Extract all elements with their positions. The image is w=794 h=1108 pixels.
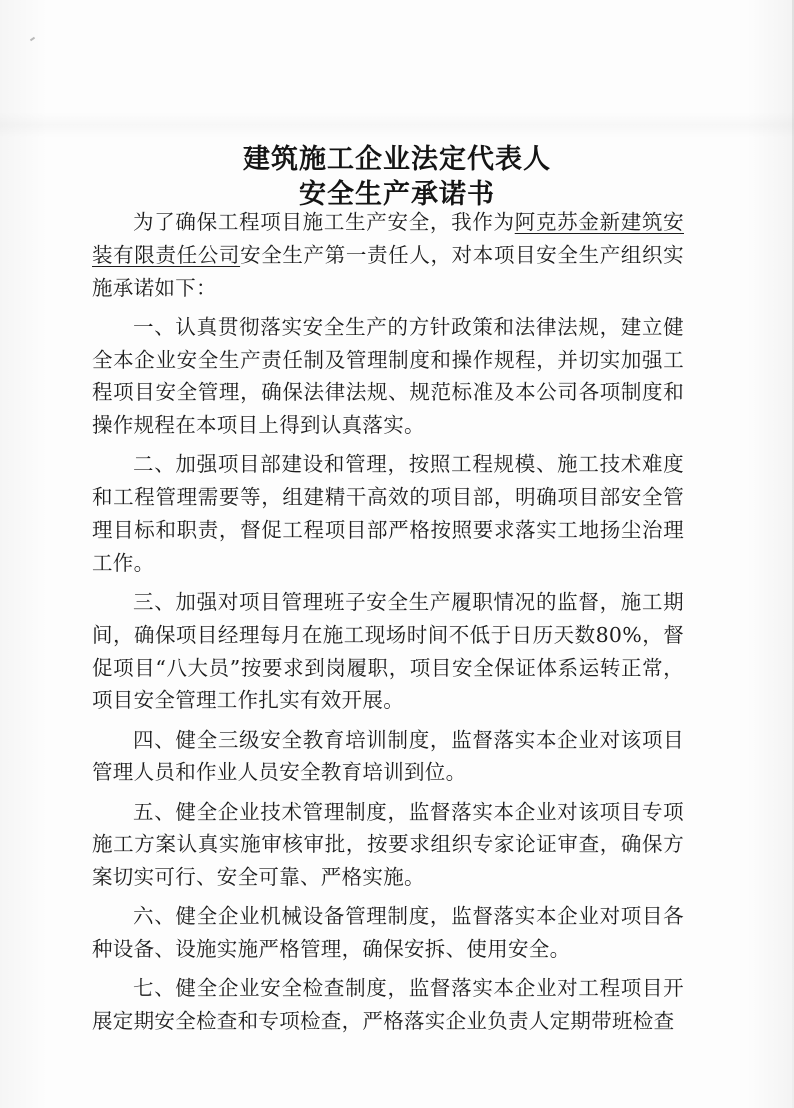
scan-band (0, 112, 794, 138)
document-subtitle: 安全生产承诺书 (299, 179, 495, 210)
scan-speck (30, 37, 35, 42)
intro-text-before: 为了确保工程项目施工生产安全，我作为 (133, 210, 515, 234)
document-body (92, 206, 684, 1044)
commitment-paragraph-1: 一、认真贯彻落实安全生产的方针政策和法律法规，建立健全本企业安全生产责任制及管理制度和操作规程，并切实加强工程项目安全管理，确保法律法规、规范标准及本公司各项制度和操作规程在本项目上得到认真落实。 (92, 314, 684, 438)
commitment-paragraph-3: 三、加强对项目管理班子安全生产履职情况的监督，施工期间，确保项目经理每月在施工现场时间不低于日历天数80%，督促项目“八大员”按要求到岗履职，项目安全保证体系运转正常，项目安全管理工作扎实有效开展。 (92, 589, 684, 713)
document-title: 建筑施工企业法定代表人 (243, 144, 551, 175)
commitment-paragraph-5: 五、健全企业技术管理制度，监督落实本企业对该项目专项施工方案认真实施审核审批，按要求组织专家论证审查，确保方案切实可行、安全可靠、严格实施。 (92, 799, 684, 890)
commitment-paragraph-7: 七、健全企业安全检查制度，监督落实本企业对工程项目开展定期安全检查和专项检查，严格落实企业负责人定期带班检查 (92, 976, 684, 1034)
commitment-paragraph-4: 四、健全三级安全教育培训制度，监督落实本企业对该项目管理人员和作业人员安全教育培训到位。 (92, 727, 684, 785)
intro-paragraph (92, 206, 684, 304)
commitment-paragraph-2: 二、加强项目部建设和管理，按照工程规模、施工技术难度和工程管理需要等，组建精干高效的项目部，明确项目部安全管理目标和职责，督促工程项目部严格按照要求落实工地扬尘治理工作。 (92, 452, 684, 575)
company-name: 阿克苏金新建筑安装有限责任公司 (92, 210, 684, 267)
commitment-paragraph-6: 六、健全企业机械设备管理制度，监督落实本企业对项目各种设备、设施实施严格管理，确保安拆、使用安全。 (92, 904, 684, 962)
intro-text-after: 安全生产第一责任人，对本项目安全生产组织实施承诺如下： (92, 242, 684, 300)
